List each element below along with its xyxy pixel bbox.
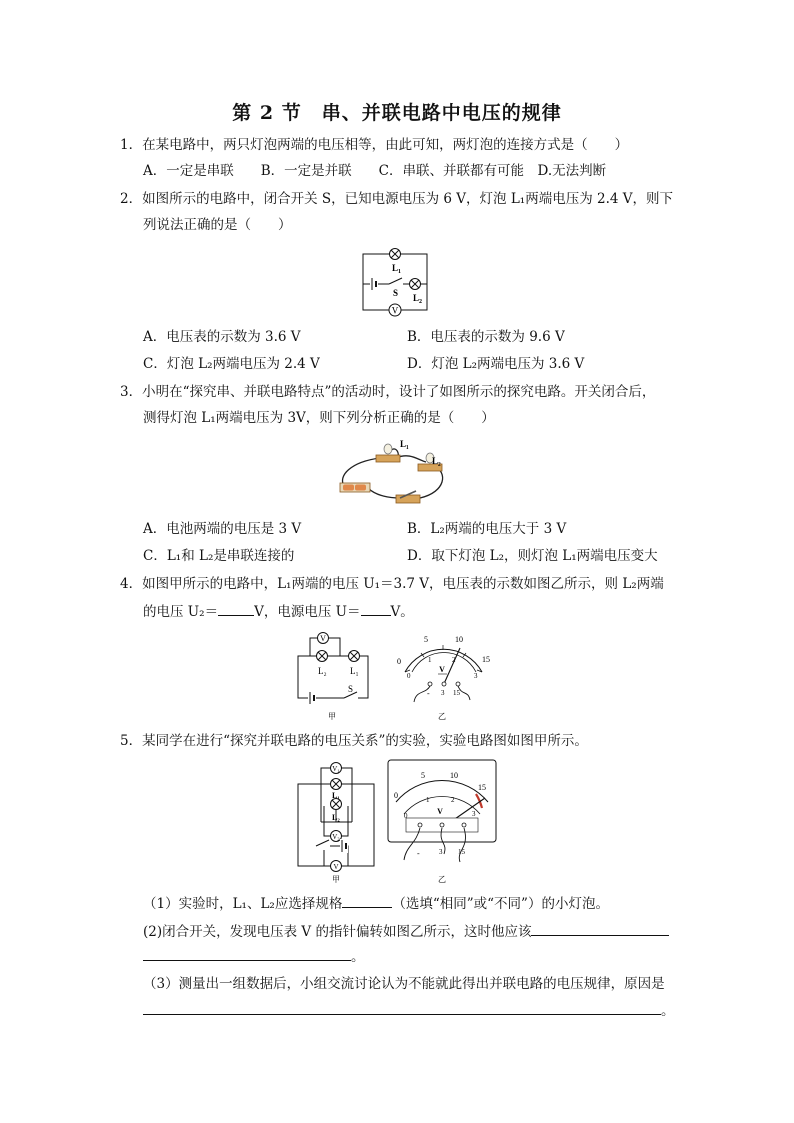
svg-text:V₂: V₂ bbox=[332, 833, 340, 841]
q5-outer-tick-15: 15 bbox=[478, 783, 486, 792]
q5-part1-answer-blank[interactable] bbox=[342, 893, 392, 908]
q4-answer-u2-blank[interactable] bbox=[218, 601, 254, 616]
q3-stem-line1: 3．小明在“探究串、并联电路特点”的活动时，设计了如图所示的探究电路。开关闭合后， bbox=[120, 384, 656, 400]
q4-label-l1: L₁ bbox=[350, 666, 359, 676]
svg-text:V: V bbox=[333, 863, 339, 871]
q3-battery-icon bbox=[340, 483, 370, 492]
q2-option-d: D．灯泡 L₂两端电压为 3.6 V bbox=[407, 356, 585, 372]
svg-text:V: V bbox=[391, 305, 399, 316]
q4-inner-tick-2: 2 bbox=[452, 656, 456, 664]
q5-label-l2: L₂ bbox=[332, 813, 340, 822]
q4-label-s: S bbox=[348, 684, 354, 694]
q3-option-d: D．取下灯泡 L₂，则灯泡 L₁两端电压变大 bbox=[407, 548, 658, 564]
q5-part2-answer-blank-2[interactable] bbox=[143, 946, 351, 961]
svg-text:V: V bbox=[320, 634, 326, 643]
q3-option-c: C．L₁和 L₂是串联连接的 bbox=[143, 548, 295, 564]
q5-inner-tick-2: 2 bbox=[451, 796, 455, 804]
q4-terminal-15: 15 bbox=[453, 689, 460, 697]
q2-option-b: B．电压表的示数为 9.6 V bbox=[407, 329, 565, 345]
q2-stem-line1: 2．如图所示的电路中，闭合开关 S，已知电源电压为 6 V，灯泡 L₁两端电压为 2.4 V，则下 bbox=[120, 191, 674, 207]
q3-option-b: B．L₂两端的电压大于 3 V bbox=[407, 521, 567, 537]
q4-stem-line2: 的电压 U₂＝ V，电源电压 U＝ V。 bbox=[143, 601, 414, 621]
q5-label-jia: 甲 bbox=[332, 875, 340, 884]
q5-part3-line2: 。 bbox=[143, 1000, 675, 1020]
q5-figure bbox=[288, 758, 508, 886]
q3-circuit-photo bbox=[330, 436, 455, 514]
q5-outer-tick-5: 5 bbox=[421, 771, 425, 780]
q4-terminal-3: 3 bbox=[441, 689, 445, 697]
q4-voltmeter-icon bbox=[318, 633, 329, 644]
q4-label-yi: 乙 bbox=[438, 712, 446, 721]
q4-terminal-minus: - bbox=[427, 689, 430, 698]
q2-label-l2: $L_2$ bbox=[413, 293, 423, 305]
q5-part3-answer-blank[interactable] bbox=[143, 1000, 661, 1015]
q4-answer-u-blank[interactable] bbox=[361, 601, 391, 616]
q5-meter-v: V bbox=[437, 807, 443, 816]
q3-stem-line2: 测得灯泡 L₁两端电压为 3V，则下列分析正确的是（ ） bbox=[143, 410, 495, 426]
q4-battery-icon bbox=[308, 691, 316, 705]
q2-voltmeter-icon bbox=[389, 304, 401, 316]
q5-label-l1: L₁ bbox=[332, 791, 340, 800]
q4-needle bbox=[443, 648, 460, 686]
q2-circuit-figure bbox=[355, 244, 435, 322]
q4-outer-tick-10: 10 bbox=[455, 635, 463, 644]
q3-label-l1: L₁ bbox=[400, 439, 409, 449]
q5-part1: （1）实验时，L₁、L₂应选择规格 （选填“相同”或“不同”）的小灯泡。 bbox=[143, 893, 609, 913]
q2-lamp-l2-icon bbox=[410, 279, 421, 290]
q3-label-l2: L₂ bbox=[432, 456, 441, 466]
q2-lamp-l1-icon bbox=[390, 249, 401, 260]
q5-inner-tick-3: 3 bbox=[472, 810, 476, 818]
q4-lamp-l1-icon bbox=[349, 651, 360, 662]
q2-battery-icon bbox=[370, 277, 378, 291]
q3-option-a: A．电池两端的电压是 3 V bbox=[143, 521, 302, 537]
q5-lamp-top-icon bbox=[331, 779, 342, 790]
q1-stem: 1．在某电路中，两只灯泡两端的电压相等，由此可知，两灯泡的连接方式是（ ） bbox=[120, 137, 629, 153]
q5-inner-tick-1: 1 bbox=[426, 796, 430, 804]
q4-outer-tick-5: 5 bbox=[424, 635, 428, 644]
q4-inner-tick-3: 3 bbox=[474, 672, 478, 680]
q4-lamp-l2-icon bbox=[317, 651, 328, 662]
q2-option-c: C．灯泡 L₂两端电压为 2.4 V bbox=[143, 356, 320, 372]
q5-switch-icon bbox=[316, 840, 330, 850]
q5-terminal-3: 3 bbox=[439, 848, 443, 856]
q4-outer-tick-0: 0 bbox=[397, 657, 401, 666]
q5-outer-tick-0: 0 bbox=[394, 791, 398, 800]
q5-part2: (2)闭合开关，发现电压表 V 的指针偏转如图乙所示，这时他应该 bbox=[143, 921, 669, 941]
q5-voltmeter-v1-icon bbox=[331, 763, 342, 774]
q4-figure bbox=[290, 628, 500, 724]
q5-stem: 5．某同学在进行“探究并联电路的电压关系”的实验，实验电路图如图甲所示。 bbox=[120, 733, 588, 749]
q5-part2-line2: 。 bbox=[143, 946, 365, 966]
q5-terminal-minus: - bbox=[417, 849, 420, 858]
q4-label-l2: L₂ bbox=[318, 666, 327, 676]
q2-stem-line2: 列说法正确的是（ ） bbox=[143, 217, 292, 233]
q2-label-s: S bbox=[393, 288, 399, 298]
q5-part2-answer-blank-1[interactable] bbox=[531, 921, 669, 936]
q5-battery-icon bbox=[340, 839, 348, 853]
q4-label-jia: 甲 bbox=[328, 712, 336, 721]
q5-terminal-15: 15 bbox=[458, 848, 465, 856]
q5-label-yi: 乙 bbox=[438, 875, 446, 884]
q2-option-a: A．电压表的示数为 3.6 V bbox=[143, 329, 301, 345]
q5-voltmeter-v-icon bbox=[331, 861, 342, 872]
q5-voltmeter-v2-icon bbox=[331, 831, 342, 842]
q4-inner-tick-0: 0 bbox=[407, 672, 411, 680]
q2-switch-icon bbox=[389, 278, 403, 288]
q3-switch-icon bbox=[396, 491, 420, 503]
q5-outer-tick-10: 10 bbox=[450, 771, 458, 780]
q3-lamp-l1-icon bbox=[376, 444, 400, 462]
q2-label-l1: $L_1$ bbox=[392, 263, 402, 275]
page-title: 第 2 节 串、并联电路中电压的规律 bbox=[232, 102, 562, 124]
q5-inner-tick-0: 0 bbox=[404, 812, 408, 820]
q5-part3: （3）测量出一组数据后，小组交流讨论认为不能就此得出并联电路的电压规律，原因是 bbox=[143, 976, 665, 992]
q4-outer-tick-15: 15 bbox=[482, 655, 490, 664]
svg-text:V₁: V₁ bbox=[332, 765, 340, 773]
q1-options: A．一定是串联 B．一定是并联 C．串联、并联都有可能 D.无法判断 bbox=[143, 163, 607, 179]
q4-stem-line1: 4．如图甲所示的电路中，L₁两端的电压 U₁＝3.7 V，电压表的示数如图乙所示，则 L₂两端 bbox=[120, 576, 664, 592]
q4-inner-tick-1: 1 bbox=[428, 656, 432, 664]
q5-lamp-l1-icon bbox=[331, 799, 342, 810]
q4-meter-v: V bbox=[439, 665, 445, 674]
